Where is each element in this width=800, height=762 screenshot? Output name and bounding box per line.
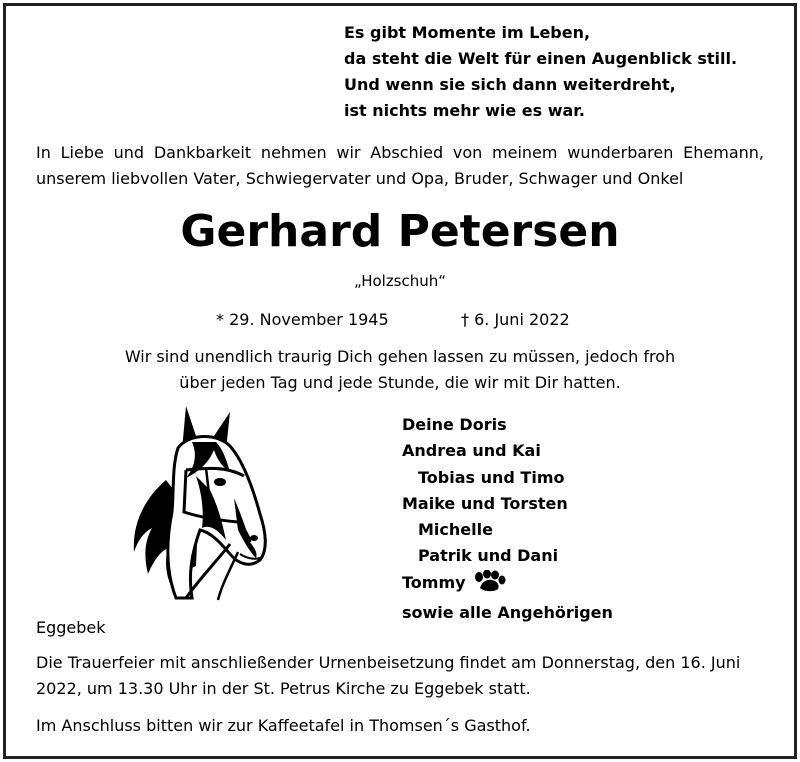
deceased-nickname: „Holzschuh“ — [353, 272, 447, 290]
sentiment-line: über jeden Tag und jede Stunde, die wir mit Dir hatten. — [179, 373, 621, 392]
poem-line: ist nichts mehr wie es war. — [344, 101, 585, 120]
mourner-item: Deine Doris — [402, 415, 507, 434]
mourner-item: Tommy — [402, 572, 466, 592]
sentiment-text — [0, 344, 800, 396]
mourner-item: Patrik und Dani — [418, 546, 559, 566]
funeral-service-text: Die Trauerfeier mit anschließender Urnenbeisetzung findet am Donnerstag, den 16. Juni 2022, um 13.30 Uhr in der St. Petrus Kirche zu Eggebek statt. — [36, 653, 741, 698]
mourners-list — [402, 412, 762, 626]
poem-line: da steht die Welt für einen Augenblick still. — [344, 49, 738, 68]
birth-date: * 29. November 1945 — [216, 310, 389, 329]
intro-text: In Liebe und Dankbarkeit nehmen wir Abschied von meinem wunderbaren Ehemann, unserem liebvollen Vater, Schwiegervater und Opa, Bruder, Schwager und Onkel — [36, 143, 764, 188]
coffee-reception-text: Im Anschluss bitten wir zur Kaffeetafel in Thomsen´s Gasthof. — [36, 716, 531, 735]
mourner-item: sowie alle Angehörigen — [402, 603, 613, 623]
mourner-item-with-icon — [402, 570, 762, 600]
horse-head-icon — [126, 402, 276, 602]
place-name: Eggebek — [36, 618, 106, 637]
sentiment-line: Wir sind unendlich traurig Dich gehen lassen zu müssen, jedoch froh — [124, 347, 676, 366]
deceased-name: Gerhard Petersen — [180, 206, 620, 257]
death-date: † 6. Juni 2022 — [461, 310, 570, 329]
mourner-item: Andrea und Kai — [402, 441, 541, 461]
mourner-item: Tobias und Timo — [418, 467, 565, 487]
mourner-item: Michelle — [418, 520, 493, 540]
poem — [344, 20, 784, 124]
poem-line: Es gibt Momente im Leben, — [344, 23, 591, 42]
paw-print-icon — [472, 570, 506, 600]
poem-line: Und wenn sie sich dann weiterdreht, — [344, 75, 676, 94]
mourner-item: Maike und Torsten — [402, 493, 568, 513]
